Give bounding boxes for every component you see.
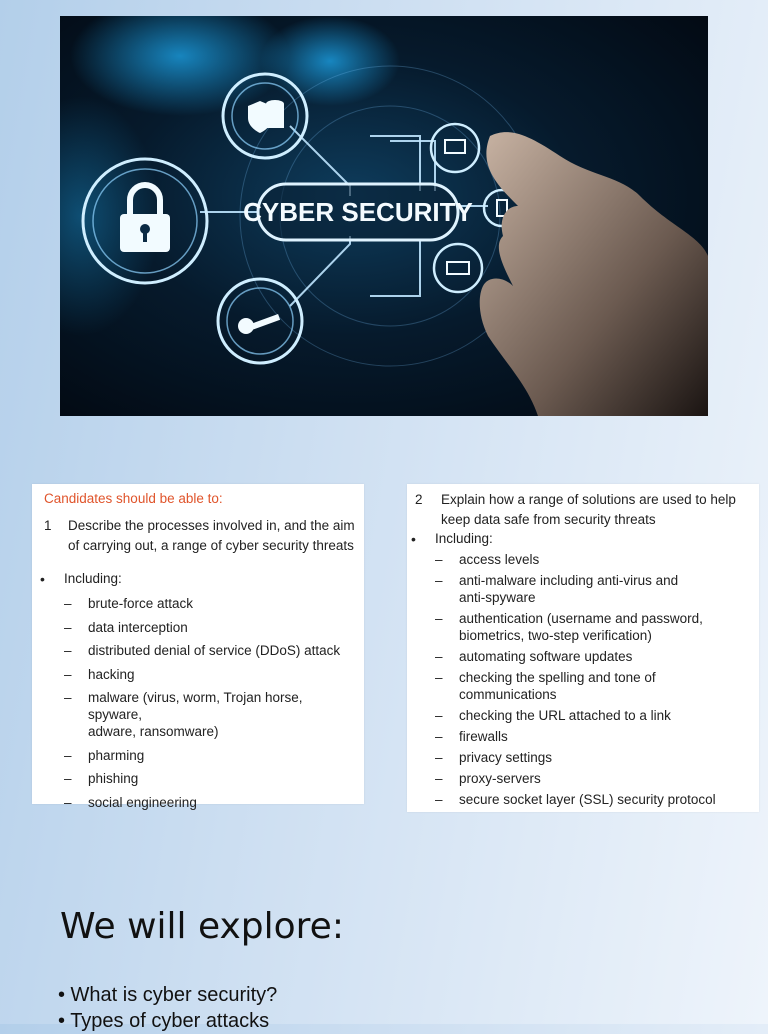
- explore-list: [58, 982, 277, 1034]
- objective-text: Describe the processes involved in, and the aim of carrying out, a range of cyber security threats: [68, 518, 355, 553]
- list-item: – brute-force attack: [64, 596, 194, 611]
- list-item: – authentication (username and password, biometrics, two-step verification): [435, 611, 703, 643]
- list-item: – checking the URL attached to a link: [435, 708, 671, 723]
- list-item: – checking the spelling and tone of communications: [435, 670, 656, 702]
- cyber-security-banner: [243, 184, 473, 240]
- objective-number: 1: [44, 518, 52, 533]
- list-item: – phishing: [64, 771, 139, 786]
- list-item: – access levels: [435, 552, 540, 567]
- objectives-card-left: [32, 484, 364, 810]
- solution-list: [435, 551, 755, 812]
- hand-graphic: [480, 132, 708, 416]
- list-item: • What is cyber security?: [58, 984, 278, 1006]
- list-item: – social engineering: [64, 794, 197, 810]
- bullet-dot: •: [411, 531, 416, 547]
- bullet-dot: •: [40, 571, 45, 587]
- list-item: – data interception: [64, 619, 188, 635]
- list-item: • Types of cyber attacks: [58, 1010, 270, 1032]
- objective-text: Explain how a range of solutions are used to help keep data safe from security threats: [441, 492, 736, 527]
- objectives-card-right: [407, 484, 759, 812]
- list-item: – pharming: [64, 747, 145, 763]
- list-item: – anti-malware including anti-virus and anti-spyware: [435, 573, 679, 605]
- list-item: – distributed denial of service (DDoS) attack: [64, 643, 341, 658]
- list-item: – automating software updates: [435, 649, 633, 664]
- cyber-security-illustration: [60, 16, 708, 416]
- including-label: Including:: [64, 571, 122, 586]
- list-item: – proxy-servers: [435, 771, 541, 786]
- card-heading: Candidates should be able to:: [44, 491, 223, 506]
- list-item: – hacking: [64, 666, 135, 682]
- threat-list: [64, 595, 360, 817]
- including-label: Including:: [435, 531, 493, 546]
- list-item: – malware (virus, worm, Trojan horse, spyware, adware, ransomware): [64, 690, 303, 739]
- list-item: – firewalls: [435, 729, 508, 744]
- list-item: – secure socket layer (SSL) security protocol: [435, 792, 716, 807]
- list-item: – privacy settings: [435, 750, 553, 765]
- hero-image: [60, 16, 708, 416]
- objective-number: 2: [415, 492, 423, 507]
- svg-text:CYBER SECURITY: CYBER SECURITY: [243, 197, 473, 227]
- page-title: We will explore:: [60, 906, 344, 947]
